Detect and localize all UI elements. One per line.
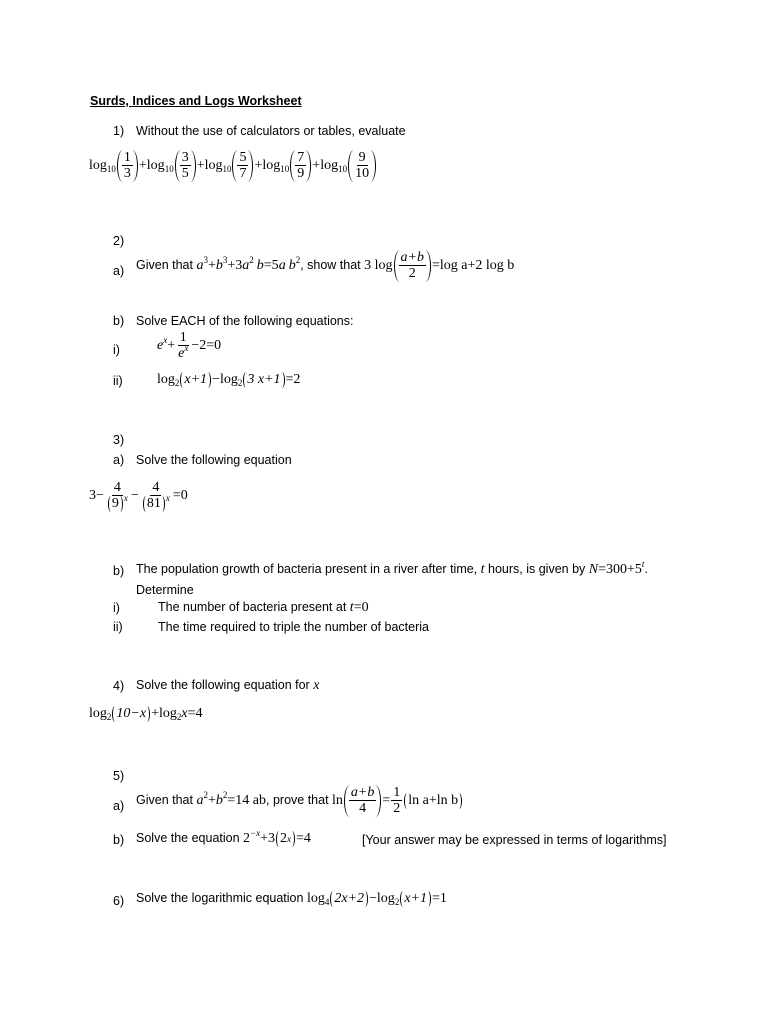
q3a-equation: 3− $\frac{4}{9 ^x}$ − $\frac{4}{81 ^x}$ =0 xyxy=(89,480,188,512)
q5b-note: [Your answer may be expressed in terms of logarithms] xyxy=(362,833,667,847)
q1-fraction: $\frac{5}{7}$ xyxy=(239,150,247,182)
q2b-i-label: i) xyxy=(113,343,120,357)
q1-number: 1) xyxy=(113,124,125,138)
q3-number: 3) xyxy=(113,433,125,447)
q1-fraction: $\frac{9}{10}$ xyxy=(355,150,370,182)
q2b-text: Solve EACH of the following equations: xyxy=(136,314,354,328)
q5a-content: Given that $a^2+b^2=14$ ab, prove that ln $\frac{a+b}{4}$ = $\frac{1}{2}$ ln a+ln b xyxy=(136,785,463,817)
q5a-label: a) xyxy=(113,799,125,813)
q3b-text: The population growth of bacteria present in a river after time, t hours, is given by $N=300+5^t$. xyxy=(136,559,648,577)
worksheet-title: Surds, Indices and Logs Worksheet xyxy=(90,94,302,108)
q1-fraction: $\frac{1}{3}$ xyxy=(123,150,131,182)
q2a-content: Given that $a^3+b^3+3a^2$ b=5a $b^2$, show that 3 log $\frac{a+b}{2}$ =log a+2 log b xyxy=(136,250,515,282)
q6-number: 6) xyxy=(113,894,125,908)
q5b-content: Solve the equation $2^{-x}+3$ 2 x =4 xyxy=(136,828,311,847)
q4-number: 4) xyxy=(113,679,125,693)
q3a-text: Solve the following equation xyxy=(136,453,292,467)
q4-equation: $\log_2 10-x +\log_2x=4$ xyxy=(89,706,203,723)
q3a-label: a) xyxy=(113,453,125,467)
q3b-i-label: i) xyxy=(113,601,120,615)
q2b-ii-equation: $\log_2 x+1 -\log_2$ 3 x+1 =2 xyxy=(157,372,301,389)
q6-content: Solve the logarithmic equation $\log_4 2x+2 -\log_2$ x+1 =1 xyxy=(136,891,447,908)
q1-expression: $\log_{10}$ $\frac{1}{3}$ $+\log_{10}$ $\frac{3}{5}$ $+\log_{10}$ $\frac{5}{7}$ $+\log_{10}$ $\frac{7}{9}$ $+\log_{10}$ $\frac{9}{10}$ xyxy=(89,150,377,182)
q3b-i-text: The number of bacteria present at t=0 xyxy=(158,600,369,615)
q2b-i-equation: $e^x+$ $\frac{1}{e^x}$ −2=0 xyxy=(157,330,222,362)
q1-fraction: $\frac{7}{9}$ xyxy=(297,150,305,182)
q1-fraction: $\frac{3}{5}$ xyxy=(181,150,189,182)
q2b-label: b) xyxy=(113,314,125,328)
q4-text: Solve the following equation for x xyxy=(136,678,320,693)
q2-number: 2) xyxy=(113,234,125,248)
q3b-ii-label: ii) xyxy=(113,620,123,634)
q2b-ii-label: ii) xyxy=(113,374,123,388)
q5-number: 5) xyxy=(113,769,125,783)
q2a-label: a) xyxy=(113,264,125,278)
q3b-determine: Determine xyxy=(136,583,194,597)
q5b-label: b) xyxy=(113,833,125,847)
q3b-ii-text: The time required to triple the number of bacteria xyxy=(158,620,429,634)
q3b-label: b) xyxy=(113,564,125,578)
q1-text: Without the use of calculators or tables, evaluate xyxy=(136,124,406,138)
